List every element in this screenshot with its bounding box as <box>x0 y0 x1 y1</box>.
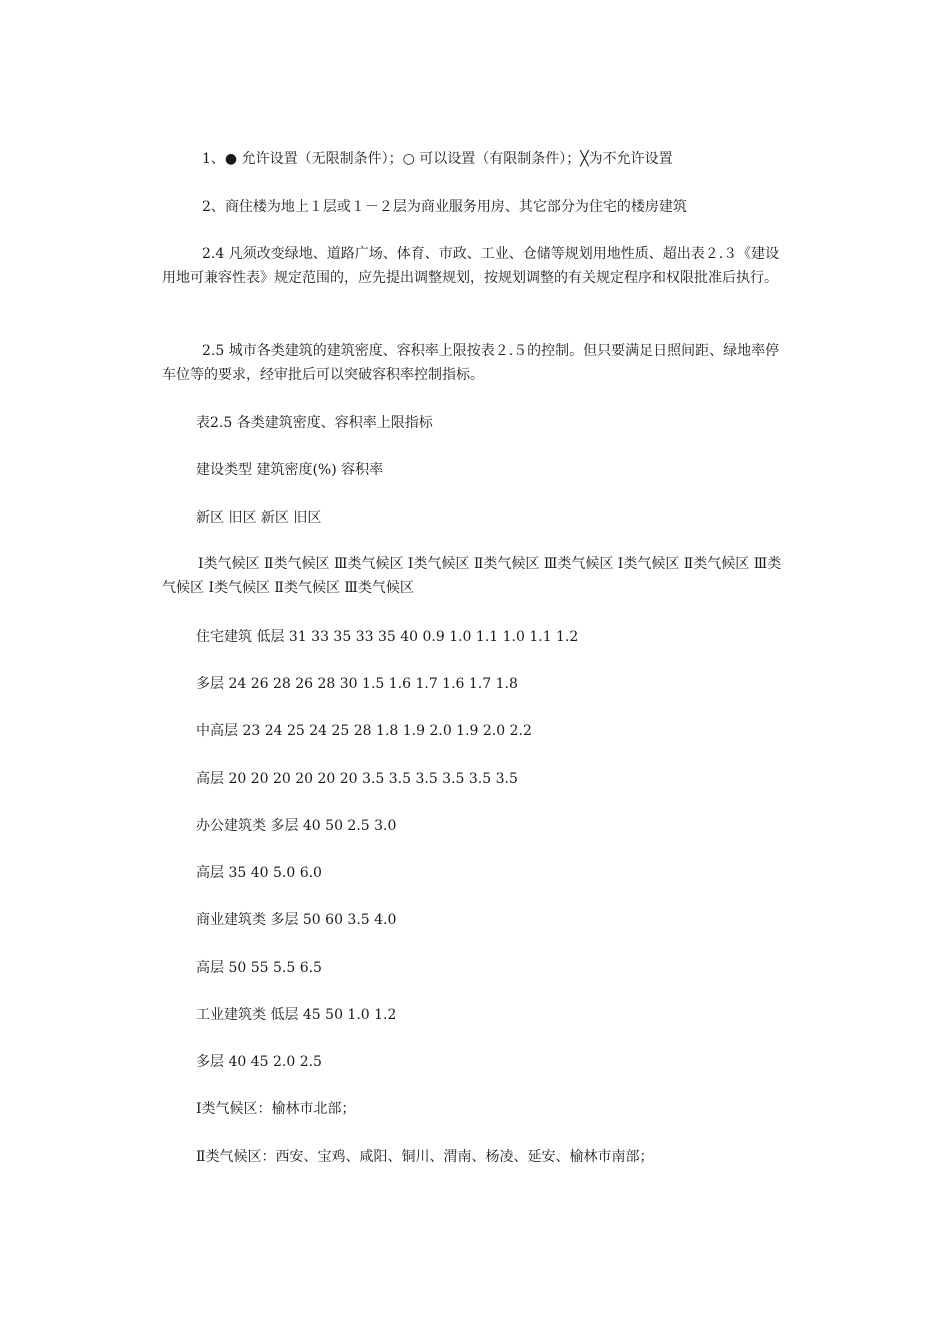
climate-zone-2-note: Ⅱ类气候区：西安、宝鸡、咸阳、铜川、渭南、杨凌、延安、榆林市南部； <box>196 1149 654 1165</box>
table-row: 住宅建筑 低层 31 33 35 33 35 40 0.9 1.0 1.1 1.0 1.1 1.2 <box>196 629 579 645</box>
climate-zone-1-note: Ⅰ类气候区：榆林市北部； <box>196 1101 356 1117</box>
table-row: 高层 20 20 20 20 20 20 3.5 3.5 3.5 3.5 3.5 3.5 <box>196 771 518 787</box>
table-row: 办公建筑类 多层 40 50 2.5 3.0 <box>196 818 397 834</box>
table-row: 工业建筑类 低层 45 50 1.0 1.2 <box>196 1007 397 1023</box>
table-row: 商业建筑类 多层 50 60 3.5 4.0 <box>196 912 397 928</box>
table-row: 高层 35 40 5.0 6.0 <box>196 865 322 881</box>
table-title: 表2.5 各类建筑密度、容积率上限指标 <box>196 415 433 431</box>
note-1: 1、● 允许设置（无限制条件）；○ 可以设置（有限制条件）；╳为不允许设置 <box>202 151 673 167</box>
table-subheader: 新区 旧区 新区 旧区 <box>196 510 322 526</box>
paragraph-2-4: 2.4 凡须改变绿地、道路广场、体育、市政、工业、仓储等规划用地性质、超出表２.３《建设用地可兼容性表》规定范围的，应先提出调整规划，按规划调整的有关规定程序和权限批准后执行。 <box>162 246 780 286</box>
table-row: 多层 40 45 2.0 2.5 <box>196 1054 322 1070</box>
note-2: 2、商住楼为地上１层或１－２层为商业服务用房、其它部分为住宅的楼房建筑 <box>202 199 687 215</box>
table-row: 多层 24 26 28 26 28 30 1.5 1.6 1.7 1.6 1.7 1.8 <box>196 676 518 692</box>
table-row: 中高层 23 24 25 24 25 28 1.8 1.9 2.0 1.9 2.0 2.2 <box>196 723 532 739</box>
table-header: 建设类型 建筑密度(%) 容积率 <box>196 462 384 478</box>
paragraph-2-5: 2.5 城市各类建筑的建筑密度、容积率上限按表２.５的控制。但只要满足日照间距、绿地率停车位等的要求，经审批后可以突破容积率控制指标。 <box>162 343 780 383</box>
table-row: 高层 50 55 5.5 6.5 <box>196 960 322 976</box>
climate-zones-row: Ⅰ类气候区 Ⅱ类气候区 Ⅲ类气候区 Ⅰ类气候区 Ⅱ类气候区 Ⅲ类气候区 Ⅰ类气候区 Ⅱ类气候区 Ⅲ类气候区 Ⅰ类气候区 Ⅱ类气候区 Ⅲ类气候区 <box>162 556 782 596</box>
